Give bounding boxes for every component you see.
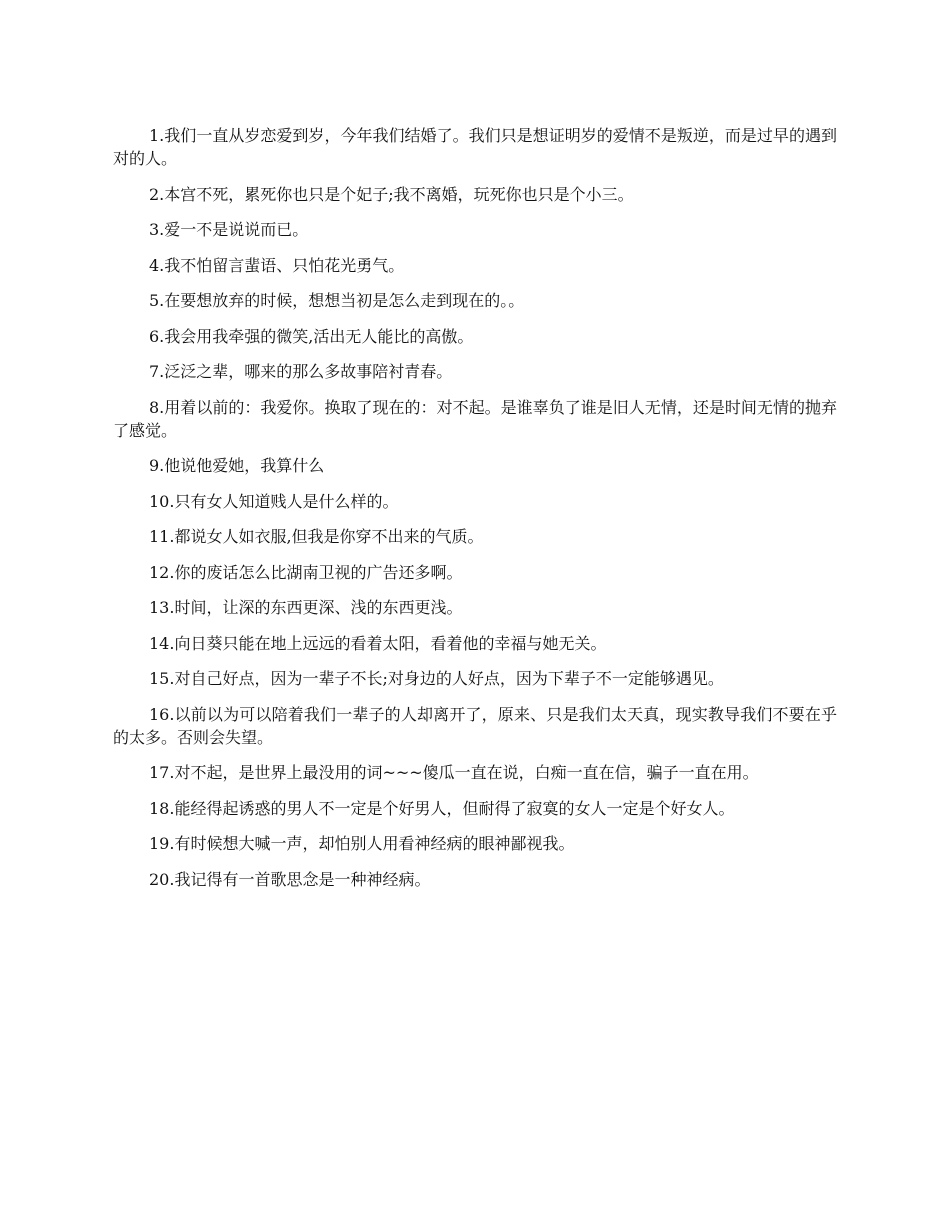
paragraph-5: 5.在要想放弃的时候，想想当初是怎么走到现在的。。	[149, 291, 525, 310]
document-body	[113, 124, 837, 903]
paragraph-3: 3.爱一不是说说而已。	[149, 220, 309, 239]
paragraph-19: 19.有时候想大喊一声，却怕别人用看神经病的眼神鄙视我。	[149, 834, 575, 853]
paragraph-8: 8.用着以前的：我爱你。换取了现在的：对不起。是谁辜负了谁是旧人无情，还是时间无情的抛弃了感觉。	[113, 397, 837, 440]
paragraph-10: 10.只有女人知道贱人是什么样的。	[149, 491, 399, 511]
paragraph-1: 1.我们一直从岁恋爱到岁，今年我们结婚了。我们只是想证明岁的爱情不是叛逆，而是过早的遇到对的人。	[113, 126, 837, 168]
paragraph-7: 7.泛泛之辈，哪来的那么多故事陪衬青春。	[149, 362, 453, 381]
paragraph-16: 16.以前以为可以陪着我们一辈子的人却离开了，原来、只是我们太天真，现实教导我们不要在乎的太多。否则会失望。	[113, 704, 837, 747]
paragraph-2: 2.本宫不死，累死你也只是个妃子;我不离婚，玩死你也只是个小三。	[149, 184, 634, 204]
paragraph-15: 15.对自己好点，因为一辈子不长;对身边的人好点，因为下辈子不一定能够遇见。	[149, 669, 724, 688]
paragraph-6: 6.我会用我牵强的微笑,活出无人能比的高傲。	[149, 326, 474, 346]
paragraph-12: 12.你的废话怎么比湖南卫视的广告还多啊。	[149, 562, 463, 582]
paragraph-14: 14.向日葵只能在地上远远的看着太阳，看着他的幸福与她无关。	[149, 633, 607, 653]
paragraph-9: 9.他说他爱她，我算什么	[149, 456, 325, 475]
paragraph-20: 20.我记得有一首歌思念是一种神经病。	[149, 869, 431, 889]
paragraph-18: 18.能经得起诱惑的男人不一定是个好男人，但耐得了寂寞的女人一定是个好女人。	[149, 798, 735, 818]
paragraph-4: 4.我不怕留言蜚语、只怕花光勇气。	[149, 255, 405, 275]
paragraph-11: 11.都说女人如衣服,但我是你穿不出来的气质。	[149, 527, 484, 546]
paragraph-17: 17.对不起，是世界上最没用的词~~~傻瓜一直在说，白痴一直在信，骗子一直在用。	[149, 763, 759, 782]
paragraph-13: 13.时间，让深的东西更深、浅的东西更浅。	[149, 598, 463, 617]
